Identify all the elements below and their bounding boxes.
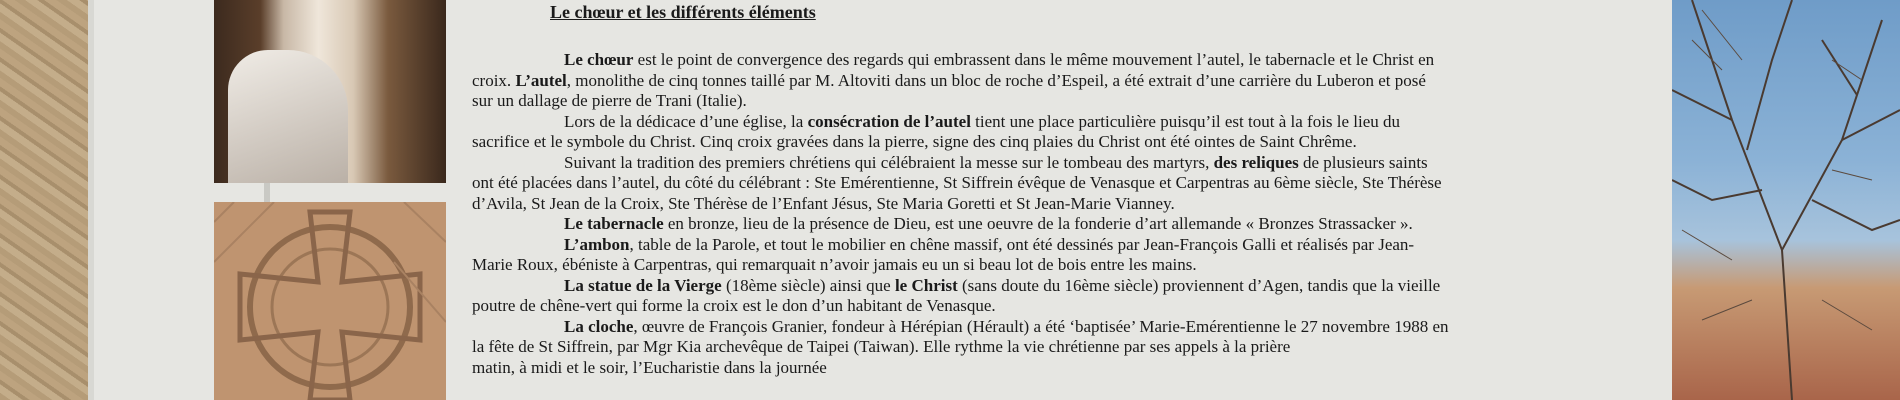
bold-text: Le chœur (564, 50, 634, 69)
text-line (472, 337, 1647, 357)
branches-image (1672, 0, 1900, 400)
text-line (472, 91, 1647, 111)
text-segment: (18ème siècle) ainsi que (721, 275, 895, 295)
text-line (472, 214, 1739, 234)
text-segment: est le point de convergence des regards qui embrassent dans le même mouvement l’autel, le tabernacle et le Christ en (633, 50, 1435, 69)
text-line (472, 112, 1739, 132)
bold-text: Le tabernacle (564, 214, 664, 233)
bold-text: des reliques (1213, 152, 1299, 172)
text-line (472, 71, 1647, 91)
bold-text: L’autel (515, 70, 567, 90)
text-line (472, 317, 1739, 337)
bold-text: consécration de l’autel (807, 111, 971, 131)
text-segment: d’Avila, St Jean de la Croix, Ste Thérèse de l’Enfant Jésus, Ste Maria Goretti et St Jean-Marie Vianney. (472, 193, 1175, 213)
bold-text: La cloche (564, 316, 634, 336)
text-line (472, 235, 1739, 255)
christ-statue-photo (214, 0, 446, 183)
text-segment: , œuvre de François Granier, fondeur à Hérépian (Hérault) a été ‘baptisée’ Marie-Emérentienne le 27 novembre 1988 en (633, 316, 1449, 336)
text-line (472, 255, 1647, 275)
text-segment: Lors de la dédicace d’une église, la (564, 111, 808, 131)
text-line (472, 296, 1647, 316)
document-text (460, 0, 1640, 400)
bold-text: le Christ (894, 275, 958, 295)
text-segment: tient une place particulière puisqu’il est tout à la fois le lieu du (970, 111, 1401, 131)
text-segment: croix. (472, 70, 516, 90)
text-line (472, 173, 1647, 193)
text-segment: poutre de chêne-vert qui forme la croix est le don d’un habitant de Venasque. (472, 296, 996, 315)
text-segment: , table de la Parole, et tout le mobilier en chêne massif, ont été dessinés par Jean-François Galli et réalisés par Jean- (629, 234, 1415, 254)
text-segment: ont été placées dans l’autel, du côté du célébrant : Ste Emérentienne, St Siffrein évêque de Venasque et Carpentras au 6ème siècle, Ste Thérèse (472, 173, 1442, 192)
text-line (472, 153, 1739, 173)
text-segment: Marie Roux, ébéniste à Carpentras, qui remarquait n’avoir jamais eu un si beau lot de bois entre les mains. (472, 255, 1197, 274)
text-line (472, 276, 1739, 296)
stone-wall-background (0, 0, 92, 400)
text-segment: en bronze, lieu de la présence de Dieu, est une oeuvre de la fonderie d’art allemande « Bronzes Strassacker ». (663, 214, 1413, 233)
text-segment: (sans doute du 16ème siècle) proviennent d’Agen, tandis que la vieille (957, 275, 1441, 295)
text-segment: , monolithe de cinq tonnes taillé par M. Altoviti dans un bloc de roche d’Espeil, a été extrait d’une carrière du Luberon et posé (566, 70, 1426, 90)
text-segment: Suivant la tradition des premiers chrétiens qui célébraient la messe sur le tombeau des martyrs, (564, 152, 1214, 172)
document-title: Le chœur et les différents éléments (550, 2, 816, 22)
cross-carving-image (214, 202, 446, 400)
statue-drapery (228, 50, 348, 183)
bold-text: La statue de la Vierge (564, 275, 722, 295)
carved-cross-photo (214, 202, 446, 400)
text-segment: sur un dallage de pierre de Trani (Italie). (472, 91, 747, 110)
text-line (472, 194, 1647, 214)
text-segment: la fête de St Siffrein, par Mgr Kia archevêque de Taipei (Taiwan). Elle rythme la vie chrétienne par ses appels à la prière (472, 337, 1291, 356)
tree-photo (1672, 0, 1900, 400)
text-segment: sacrifice et le symbole du Christ. Cinq croix gravées dans la pierre, signe des cinq plaies du Christ ont été ointes de Saint Chrême. (472, 132, 1357, 151)
text-line (472, 50, 1739, 70)
text-segment: matin, à midi et le soir, l’Eucharistie dans la journée (472, 357, 827, 377)
text-segment: de plusieurs saints (1298, 152, 1428, 172)
text-line (472, 132, 1647, 152)
text-line (472, 358, 1647, 378)
bold-text: L’ambon (564, 234, 630, 254)
